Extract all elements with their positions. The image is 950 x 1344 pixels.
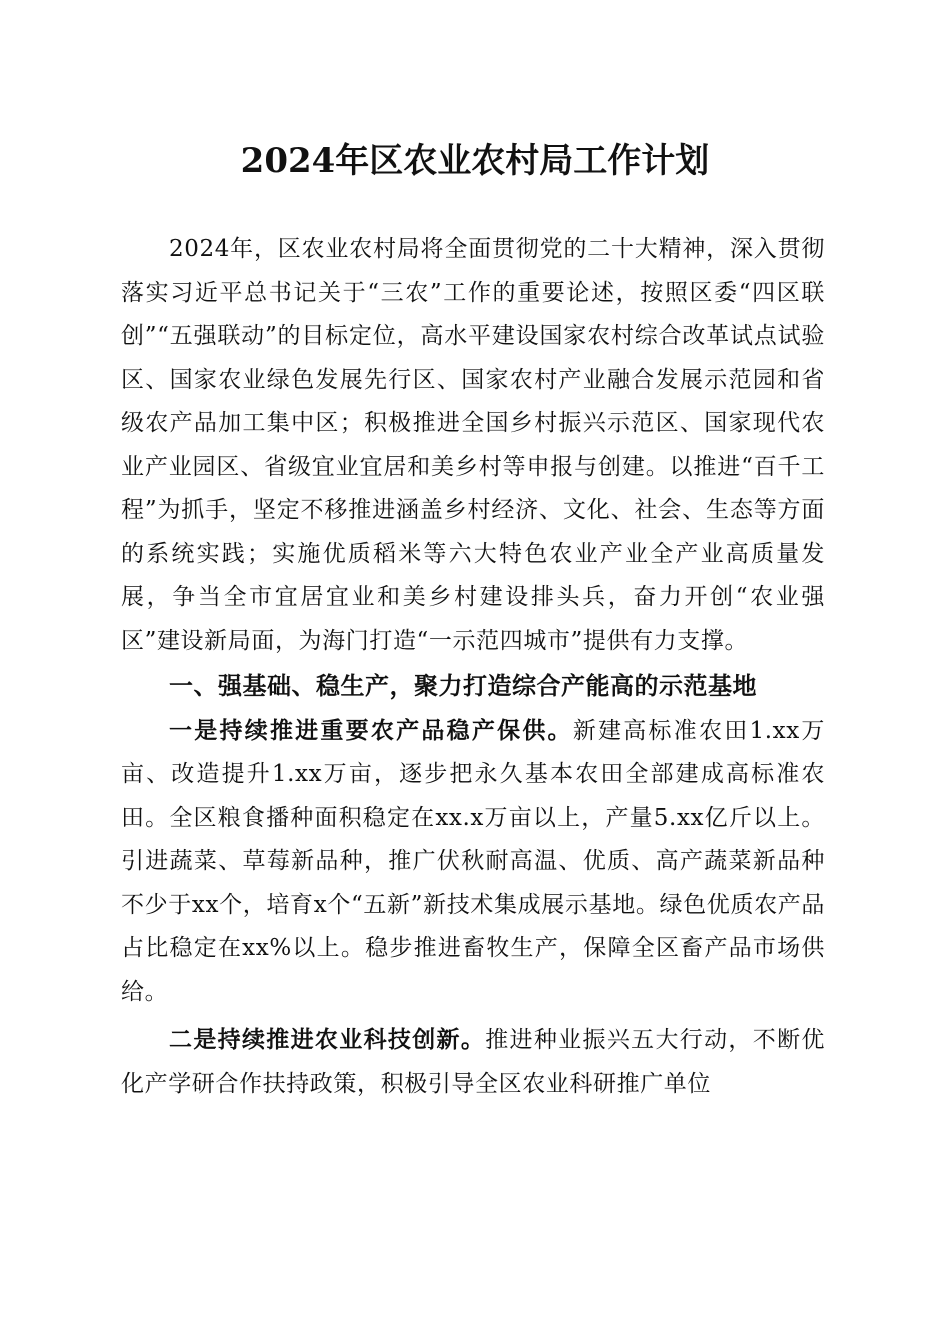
- item-paragraph-1: [121, 709, 825, 1015]
- document-title: 2024年区农业农村局工作计划: [240, 141, 710, 181]
- intro-paragraph: 2024年，区农业农村局将全面贯彻党的二十大精神，深入贯彻落实习近平总书记关于“三农”工作的重要论述，按照区委“四区联创”“五强联动”的目标定位，高水平建设国家农村综合改革试点试验区、国家农业绿色发展先行区、国家农村产业融合发展示范园和省级农产品加工集中区；积极推进全国乡村振兴示范区、国家现代农业产业园区、省级宜业宜居和美乡村等申报与创建。以推进“百千工程”为抓手，坚定不移推进涵盖乡村经济、文化、社会、生态等方面的系统实践；实施优质稻米等六大特色农业产业全产业高质量发展，争当全市宜居宜业和美乡村建设排头兵，奋力开创“农业强区”建设新局面，为海门打造“一示范四城市”提供有力支撑。: [121, 236, 825, 654]
- section-heading-1: 一、强基础、稳生产，聚力打造综合产能高的示范基地: [169, 672, 757, 700]
- item-text-2: 推进种业振兴五大行动，不断优化产学研合作扶持政策，积极引导全区农业科研推广单位: [121, 1027, 825, 1097]
- item-text-1: 新建高标准农田1.xx万亩、改造提升1.xx万亩，逐步把永久基本农田全部建成高标准农田。全区粮食播种面积稳定在xx.x万亩以上，产量5.xx亿斤以上。引进蔬菜、草莓新品种，推广伏秋耐高温、优质、高产蔬菜新品种不少于xx个，培育x个“五新”新技术集成展示基地。绿色优质农产品占比稳定在xx%以上。稳步推进畜牧生产，保障全区畜产品市场供给。: [121, 717, 825, 1005]
- item-lead-1: 一是持续推进重要农产品稳产保供。: [169, 716, 573, 744]
- item-paragraph-2: [121, 1018, 825, 1106]
- document-body: [121, 228, 825, 1106]
- item-lead-2: 二是持续推进农业科技创新。: [169, 1026, 486, 1053]
